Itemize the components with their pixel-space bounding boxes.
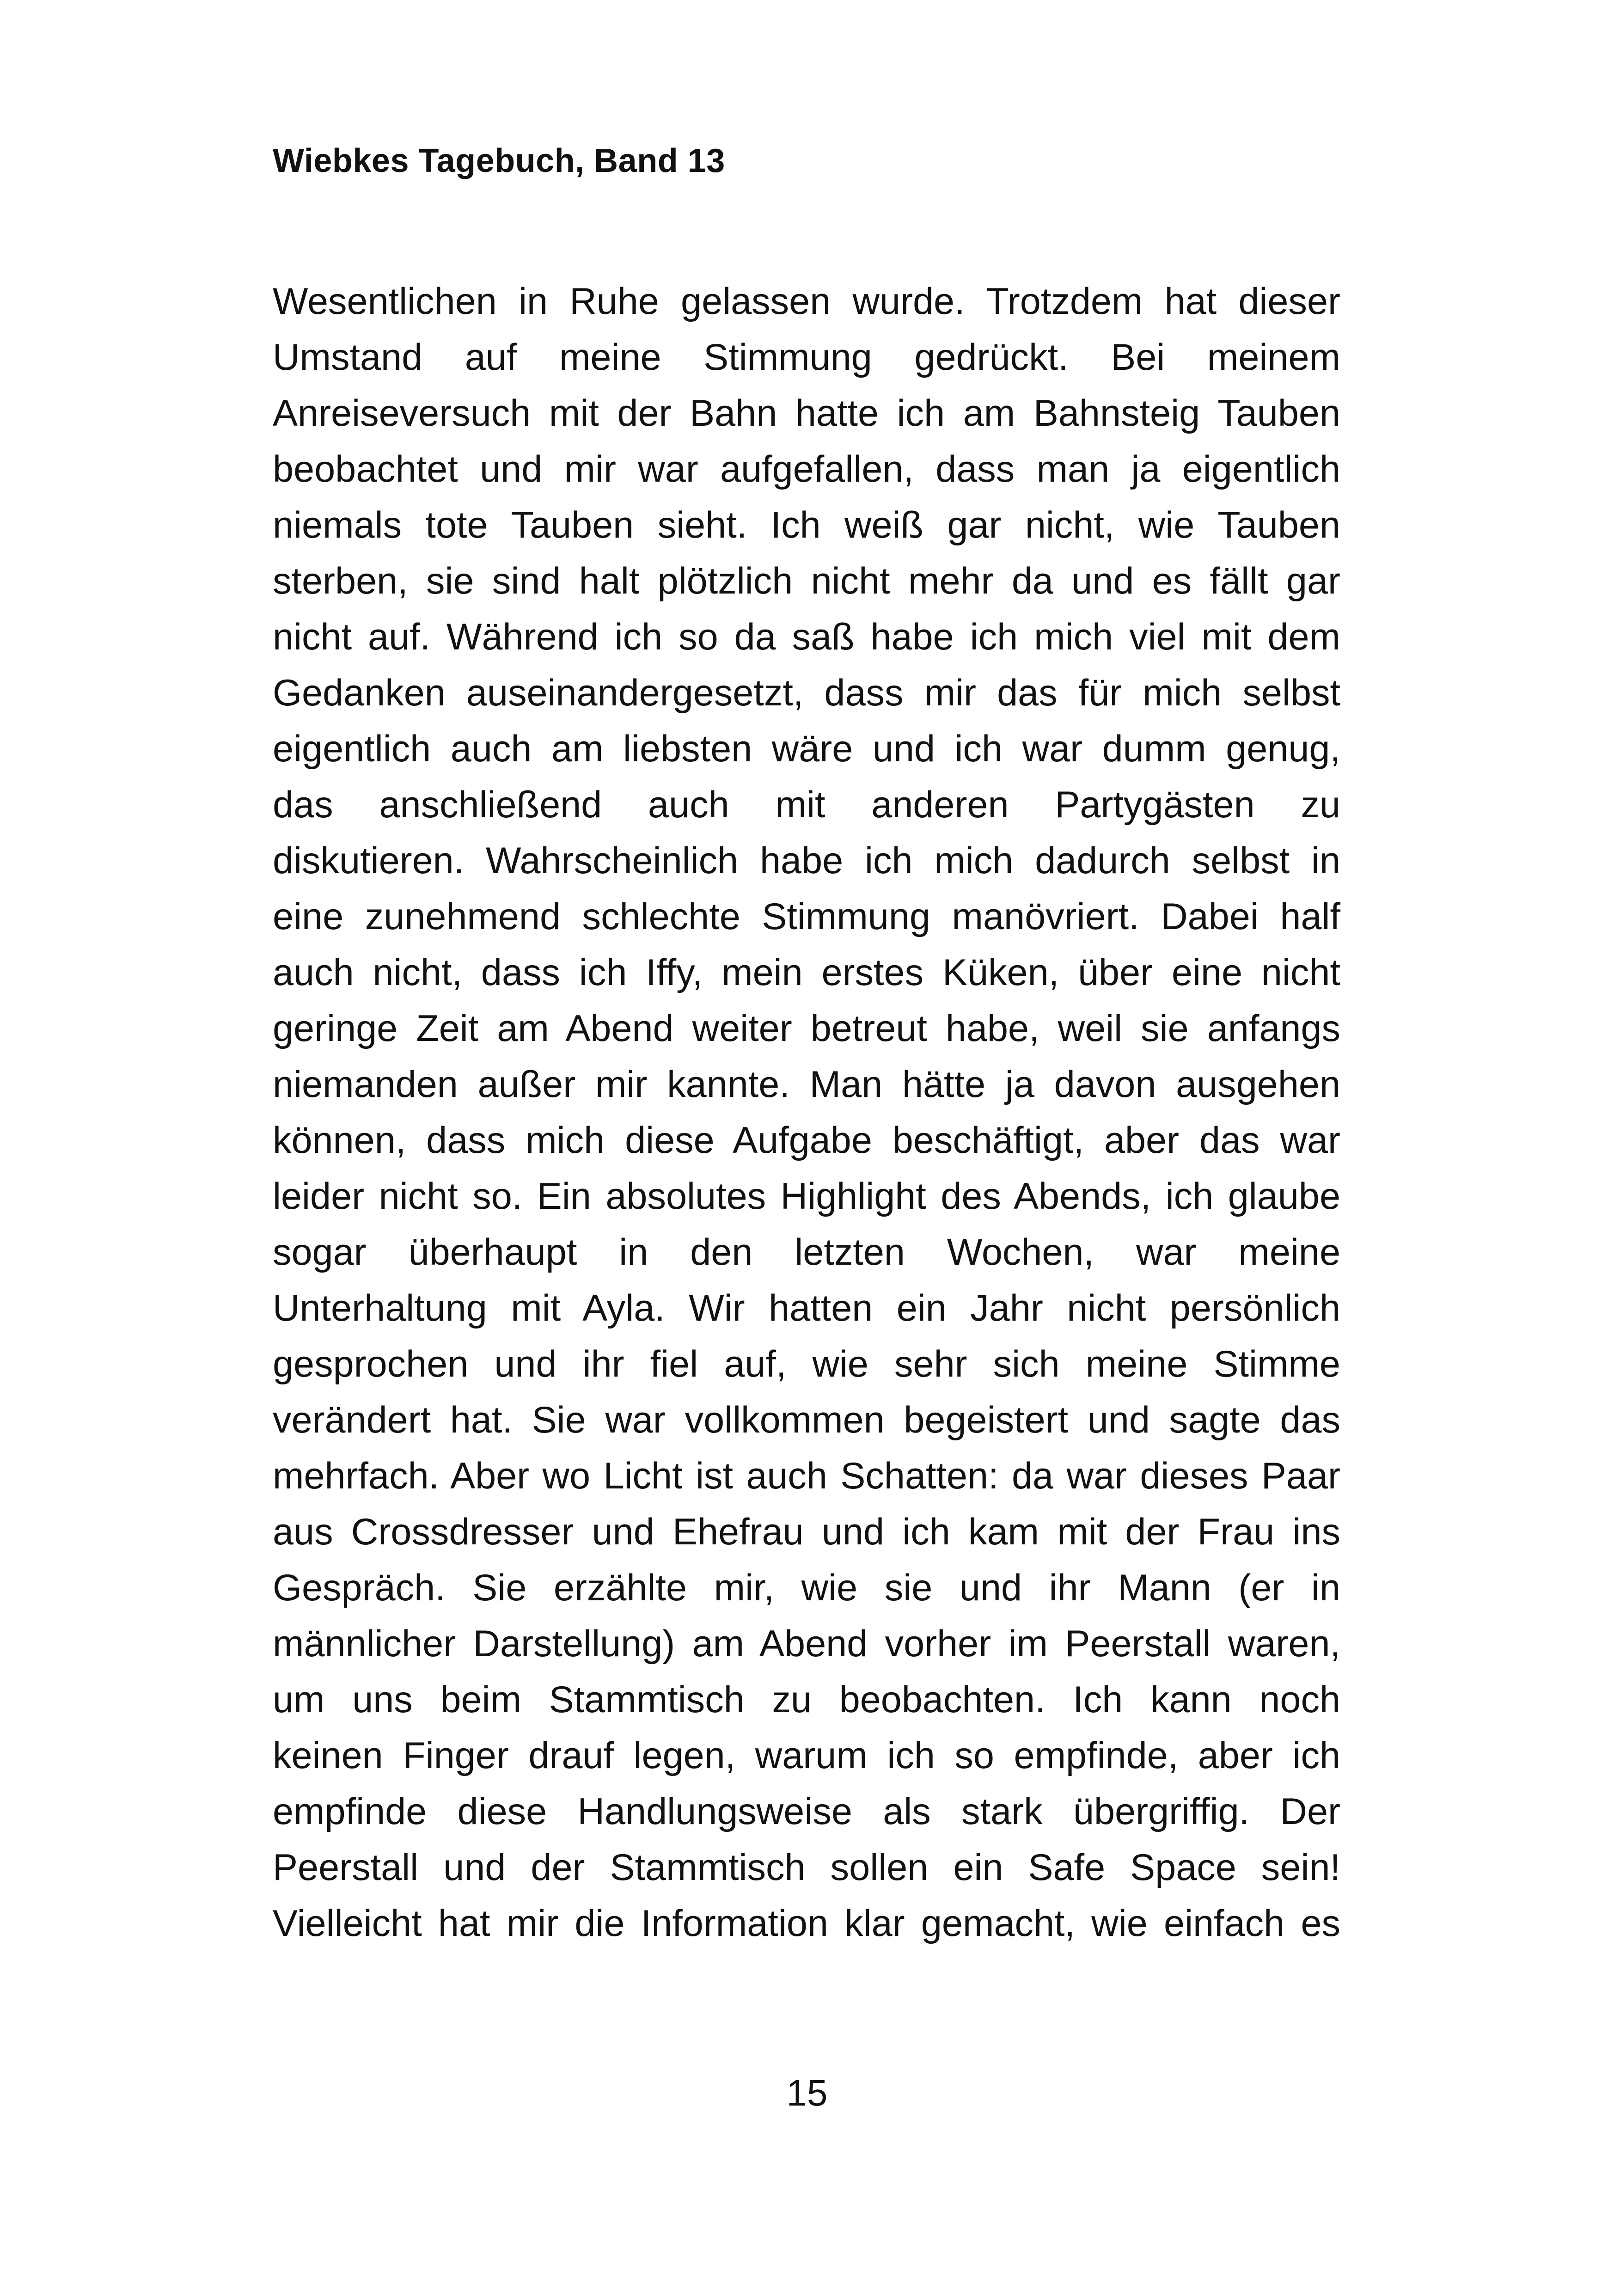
running-header-title: Wiebkes Tagebuch, Band 13	[273, 142, 725, 179]
text-line: Anreiseversuch mit der Bahn hatte ich am Bahnsteig Tauben	[273, 392, 1340, 434]
text-line: Wesentlichen in Ruhe gelassen wurde. Trotzdem hat dieser	[273, 281, 1340, 322]
text-line: Peerstall und der Stammtisch sollen ein Safe Space sein!	[273, 1847, 1340, 1888]
text-line: Gespräch. Sie erzählte mir, wie sie und ihr Mann (er in	[273, 1567, 1340, 1609]
text-line: eine zunehmend schlechte Stimmung manövriert. Dabei half	[273, 896, 1340, 937]
text-line: können, dass mich diese Aufgabe beschäftigt, aber das war	[273, 1120, 1340, 1161]
text-line: sterben, sie sind halt plötzlich nicht mehr da und es fällt gar	[273, 560, 1340, 602]
text-line: gesprochen und ihr fiel auf, wie sehr sich meine Stimme	[273, 1343, 1340, 1385]
text-line: um uns beim Stammtisch zu beobachten. Ich kann noch	[273, 1679, 1340, 1720]
text-line: niemanden außer mir kannte. Man hätte ja davon ausgehen	[273, 1064, 1340, 1105]
text-line: geringe Zeit am Abend weiter betreut habe, weil sie anfangs	[273, 1008, 1340, 1049]
text-line: das anschließend auch mit anderen Partygästen zu	[273, 784, 1340, 826]
text-line: männlicher Darstellung) am Abend vorher im Peerstall waren,	[273, 1623, 1340, 1665]
text-line: diskutieren. Wahrscheinlich habe ich mich dadurch selbst in	[273, 840, 1340, 882]
text-line: sogar überhaupt in den letzten Wochen, war meine	[273, 1231, 1340, 1273]
text-line: nicht auf. Während ich so da saß habe ich mich viel mit dem	[273, 616, 1340, 658]
text-line: empfinde diese Handlungsweise als stark übergriffig. Der	[273, 1791, 1340, 1832]
text-line: Gedanken auseinandergesetzt, dass mir das für mich selbst	[273, 672, 1340, 714]
text-line: verändert hat. Sie war vollkommen begeistert und sagte das	[273, 1399, 1340, 1441]
text-line: auch nicht, dass ich Iffy, mein erstes Küken, über eine nicht	[273, 952, 1340, 993]
text-line: niemals tote Tauben sieht. Ich weiß gar nicht, wie Tauben	[273, 504, 1340, 546]
text-line: eigentlich auch am liebsten wäre und ich war dumm genug,	[273, 728, 1340, 770]
text-line: Vielleicht hat mir die Information klar gemacht, wie einfach es	[273, 1903, 1340, 1944]
text-line: Unterhaltung mit Ayla. Wir hatten ein Jahr nicht persönlich	[273, 1287, 1340, 1329]
text-line: aus Crossdresser und Ehefrau und ich kam mit der Frau ins	[273, 1511, 1340, 1553]
text-line: keinen Finger drauf legen, warum ich so empfinde, aber ich	[273, 1735, 1340, 1776]
page-number: 15	[786, 2072, 828, 2113]
text-line: Umstand auf meine Stimmung gedrückt. Bei meinem	[273, 337, 1340, 378]
text-line: mehrfach. Aber wo Licht ist auch Schatten: da war dieses Paar	[273, 1455, 1340, 1497]
text-line: beobachtet und mir war aufgefallen, dass man ja eigentlich	[273, 448, 1340, 490]
text-line: leider nicht so. Ein absolutes Highlight des Abends, ich glaube	[273, 1176, 1340, 1217]
body-text	[273, 274, 1340, 1952]
